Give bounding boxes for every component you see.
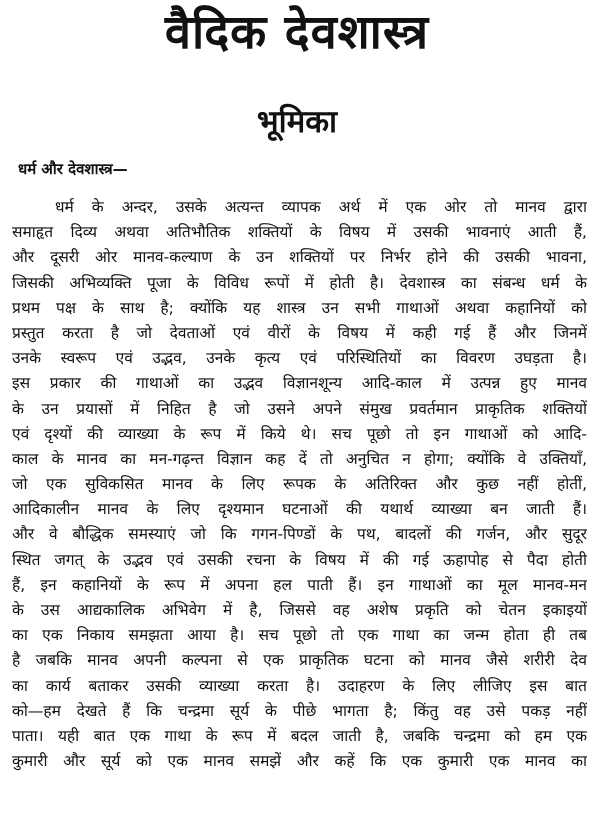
text-line: काल के मानव का मन-गढ़न्त विज्ञान कह दें तो अनुचित न होगा; क्योंकि वे उक्तियाँ, (12, 449, 587, 468)
text-line: प्रस्तुत करता है जो देवताओं एवं वीरों के विषय में कही गई हैं और जिनमें (12, 323, 587, 342)
text-line: धर्म के अन्दर, उसके अत्यन्त व्यापक अर्थ में एक ओर तो मानव द्वारा (55, 198, 587, 216)
text-line: और वे बौद्धिक समस्याएं जो कि गगन-पिण्डों के पथ, बादलों की गर्जन, और सुदूर (12, 525, 587, 544)
text-line: के उन प्रयासों में निहित है जो उसने अपने संमुख प्रवर्तमान प्राकृतिक शक्तियों (12, 399, 587, 418)
text-line: कुमारी और सूर्य को एक मानव समझें और कहें कि एक कुमारी एक मानव का (12, 752, 587, 771)
body-text (12, 195, 587, 774)
text-line: एवं दृश्यों की व्याख्या के रूप में किये थे। सच पूछो तो इन गाथाओं को आदि- (12, 424, 587, 443)
text-line: उनके स्वरूप एवं उद्भव, उनके कृत्य एवं परिस्थितियों का विवरण उघड़ता है। (12, 349, 587, 368)
text-line: स्थित जगत् के उद्भव एवं उसकी रचना के विषय में की गई ऊहापोह से पैदा होती (12, 550, 587, 569)
page-title: वैदिक देवशास्त्र (164, 5, 430, 60)
text-line: का कार्य बताकर उसकी व्याख्या करता है। उदाहरण के लिए लीजिए इस बात (12, 676, 587, 695)
text-line: जिसकी अभिव्यक्ति पूजा के विविध रूपों में होती है। देवशास्त्र का संबन्ध धर्म के (12, 273, 587, 292)
text-line: जो एक सुविकसित मानव के लिए रूपक के अतिरिक्त और कुछ नहीं होतीं, (12, 475, 587, 494)
section-title-introduction: भूमिका (256, 104, 338, 140)
text-line: प्रथम पक्ष के साथ है; क्योंकि यह शास्त्र उन सभी गाथाओं अथवा कहानियों को (12, 298, 587, 317)
text-line: आदिकालीन मानव के लिए दृश्यमान घटनाओं की यथार्थ व्याख्या बन जाती हैं। (12, 500, 587, 519)
text-line: है जबकि मानव अपनी कल्पना से एक प्राकृतिक घटना को मानव जैसे शरीरी देव (12, 651, 587, 670)
text-line: और दूसरी ओर मानव-कल्याण के उन शक्तियों पर निर्भर होने की उसकी भावना, (12, 248, 587, 267)
text-line: का एक निकाय समझता आया है। सच पूछो तो एक गाथा का जन्म होता ही तब (12, 626, 587, 645)
text-line: को—हम देखते हैं कि चन्द्रमा सूर्य के पीछे भागता है; किंतु वह उसे पकड़ नहीं (12, 701, 587, 720)
text-line: हैं, इन कहानियों के रूप में अपना हल पाती हैं। इन गाथाओं का मूल मानव-मन (12, 575, 587, 594)
subsection-heading: धर्म और देवशास्त्र— (18, 160, 128, 178)
text-line: के उस आद्यकालिक अभिवेग में है, जिससे वह अशेष प्रकृति को चेतन इकाइयों (12, 601, 587, 619)
text-line: इस प्रकार की गाथाओं का उद्भव विज्ञानशून्य आदि-काल में उत्पन्न हुए मानव (12, 374, 587, 393)
text-line: पाता। यही बात एक गाथा के रूप में बदल जाती है, जबकि चन्द्रमा को हम एक (12, 726, 587, 745)
text-line: समाहृत दिव्य अथवा अतिभौतिक शक्तियों के विषय में उसकी भावनाएं आती हैं, (12, 223, 587, 242)
